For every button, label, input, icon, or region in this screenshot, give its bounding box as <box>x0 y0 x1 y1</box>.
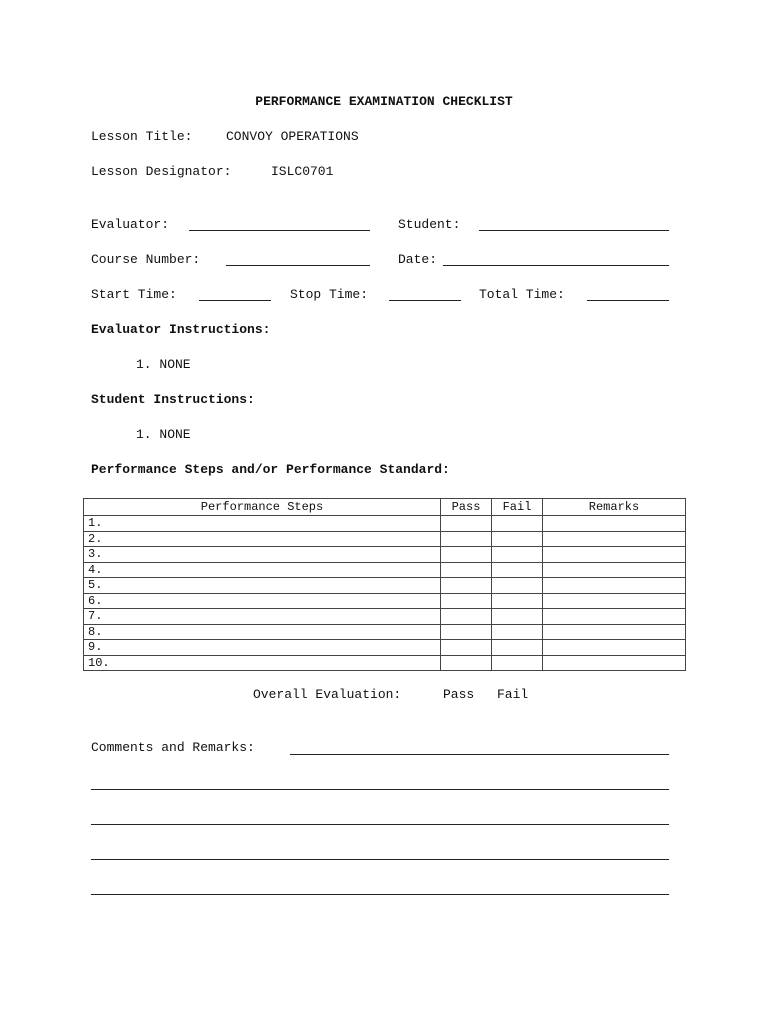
step-number: 2. <box>84 531 441 547</box>
table-row <box>84 609 686 625</box>
fail-cell[interactable] <box>492 547 543 563</box>
table-row <box>84 531 686 547</box>
table-row <box>84 578 686 594</box>
total-time-label: Total Time: <box>479 287 565 302</box>
comments-field-line[interactable] <box>91 894 669 895</box>
comments-field-line[interactable] <box>91 859 669 860</box>
header-performance-steps: Performance Steps <box>84 499 441 516</box>
student-label: Student: <box>398 217 461 232</box>
remarks-cell[interactable] <box>543 624 686 640</box>
remarks-cell[interactable] <box>543 562 686 578</box>
table-row <box>84 562 686 578</box>
pass-cell[interactable] <box>441 609 492 625</box>
remarks-cell[interactable] <box>543 640 686 656</box>
course-number-field[interactable] <box>226 265 370 266</box>
lesson-title-value: CONVOY OPERATIONS <box>226 129 359 144</box>
pass-cell[interactable] <box>441 640 492 656</box>
fail-cell[interactable] <box>492 578 543 594</box>
evaluator-field[interactable] <box>189 230 370 231</box>
step-number: 6. <box>84 593 441 609</box>
start-time-label: Start Time: <box>91 287 177 302</box>
date-field[interactable] <box>443 265 669 266</box>
overall-evaluation-label: Overall Evaluation: <box>253 687 402 702</box>
stop-time-label: Stop Time: <box>290 287 369 302</box>
step-number: 5. <box>84 578 441 594</box>
page-title: PERFORMANCE EXAMINATION CHECKLIST <box>255 94 513 109</box>
pass-cell[interactable] <box>441 562 492 578</box>
remarks-cell[interactable] <box>543 655 686 671</box>
student-instruction-item: 1. NONE <box>136 427 191 442</box>
lesson-title-label: Lesson Title: <box>91 129 193 144</box>
pass-cell[interactable] <box>441 547 492 563</box>
fail-cell[interactable] <box>492 640 543 656</box>
fail-cell[interactable] <box>492 562 543 578</box>
step-number: 7. <box>84 609 441 625</box>
comments-field-line[interactable] <box>91 789 669 790</box>
step-number: 1. <box>84 516 441 532</box>
table-header-row <box>84 499 686 516</box>
remarks-cell[interactable] <box>543 578 686 594</box>
student-instructions-heading: Student Instructions: <box>91 392 255 407</box>
student-field[interactable] <box>479 230 669 231</box>
performance-steps-table <box>83 498 686 671</box>
comments-field-line[interactable] <box>91 824 669 825</box>
table-row <box>84 655 686 671</box>
fail-cell[interactable] <box>492 531 543 547</box>
pass-cell[interactable] <box>441 655 492 671</box>
date-label: Date: <box>398 252 438 267</box>
evaluator-instruction-item: 1. NONE <box>136 357 191 372</box>
course-number-label: Course Number: <box>91 252 201 267</box>
total-time-field[interactable] <box>587 300 669 301</box>
fail-cell[interactable] <box>492 609 543 625</box>
overall-pass-option[interactable]: Pass <box>443 687 475 702</box>
pass-cell[interactable] <box>441 593 492 609</box>
fail-cell[interactable] <box>492 516 543 532</box>
header-remarks: Remarks <box>543 499 686 516</box>
performance-steps-heading: Performance Steps and/or Performance Standard: <box>91 462 450 477</box>
step-number: 4. <box>84 562 441 578</box>
fail-cell[interactable] <box>492 624 543 640</box>
pass-cell[interactable] <box>441 531 492 547</box>
pass-cell[interactable] <box>441 578 492 594</box>
step-number: 10. <box>84 655 441 671</box>
fail-cell[interactable] <box>492 593 543 609</box>
lesson-designator-value: ISLC0701 <box>271 164 334 179</box>
overall-fail-option[interactable]: Fail <box>497 687 529 702</box>
pass-cell[interactable] <box>441 624 492 640</box>
comments-field-line[interactable] <box>290 754 669 755</box>
table-row <box>84 516 686 532</box>
step-number: 8. <box>84 624 441 640</box>
step-number: 3. <box>84 547 441 563</box>
remarks-cell[interactable] <box>543 593 686 609</box>
table-row <box>84 593 686 609</box>
start-time-field[interactable] <box>199 300 271 301</box>
remarks-cell[interactable] <box>543 609 686 625</box>
table-row <box>84 624 686 640</box>
header-pass: Pass <box>441 499 492 516</box>
table-row <box>84 547 686 563</box>
evaluator-label: Evaluator: <box>91 217 170 232</box>
remarks-cell[interactable] <box>543 531 686 547</box>
remarks-cell[interactable] <box>543 516 686 532</box>
lesson-designator-label: Lesson Designator: <box>91 164 232 179</box>
fail-cell[interactable] <box>492 655 543 671</box>
evaluator-instructions-heading: Evaluator Instructions: <box>91 322 271 337</box>
remarks-cell[interactable] <box>543 547 686 563</box>
header-fail: Fail <box>492 499 543 516</box>
table-row <box>84 640 686 656</box>
pass-cell[interactable] <box>441 516 492 532</box>
comments-label: Comments and Remarks: <box>91 740 255 755</box>
stop-time-field[interactable] <box>389 300 461 301</box>
step-number: 9. <box>84 640 441 656</box>
